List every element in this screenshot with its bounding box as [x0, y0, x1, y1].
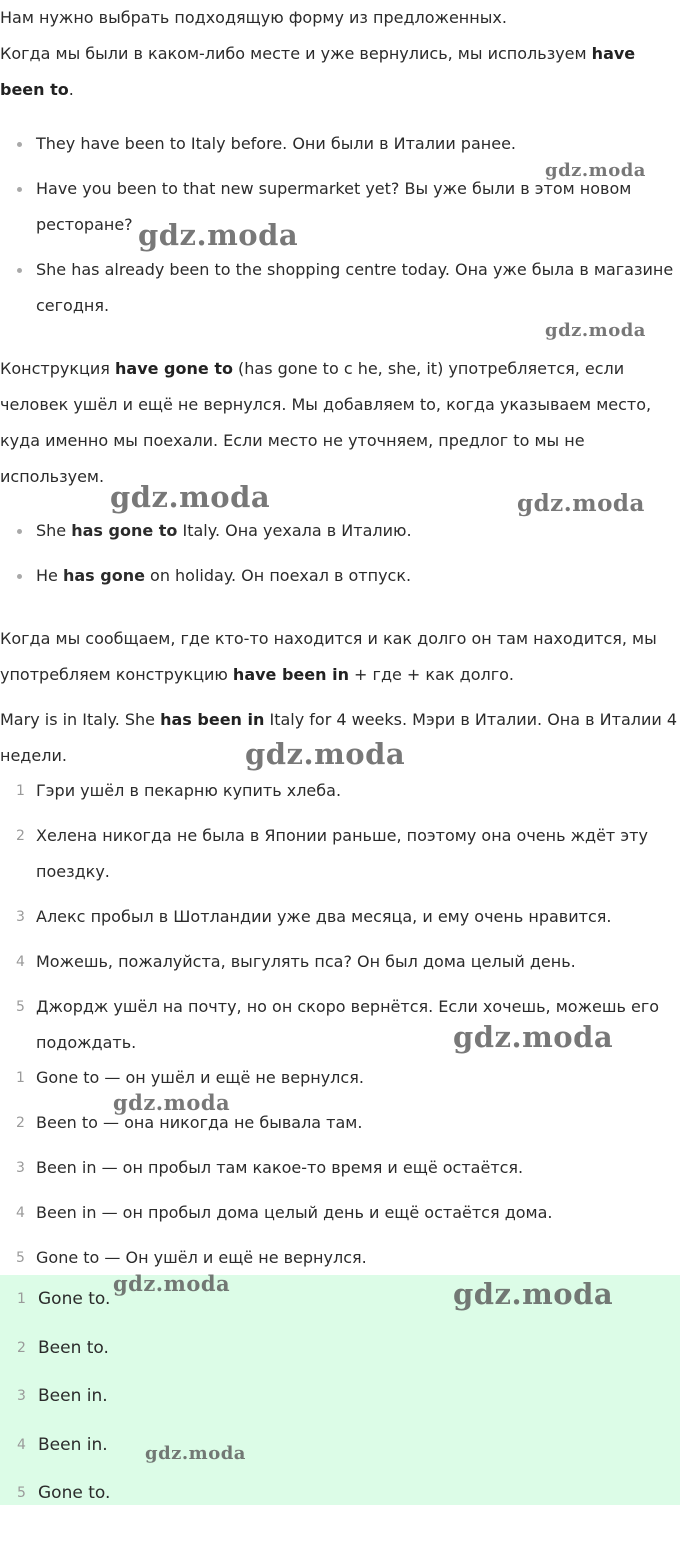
list-item [0, 818, 680, 890]
item-text: Хелена никогда не была в Японии раньше, поэтому она очень ждёт эту поездку. [36, 826, 648, 881]
explanations-list [0, 1060, 680, 1276]
been-to-examples [0, 126, 680, 324]
example-text: She [36, 521, 72, 540]
answer-text: Been in. [38, 1434, 108, 1455]
answers-list [0, 1275, 680, 1518]
been-in-example [0, 702, 680, 774]
item-text: Gone to — Он ушёл и ещё не вернулся. [36, 1248, 367, 1267]
answer-text: Been in. [38, 1386, 108, 1406]
example-text: on holiday. Он поехал в отпуск. [144, 566, 412, 585]
example-text-end: Italy for 4 weeks. Мэри в Италии. Она в Италии 4 недели. [0, 710, 678, 765]
item-number: 5 [16, 999, 25, 1015]
answer-text: Been to. [38, 1337, 109, 1358]
item-number: 2 [16, 1115, 25, 1131]
item-number: 2 [16, 828, 25, 844]
list-item [0, 1240, 680, 1276]
example-keyword: has gone [62, 566, 145, 585]
watermark: gdz.moda [545, 320, 646, 341]
item-text: Можешь, пожалуйста, выгулять пса? Он был дома целый день. [36, 952, 576, 971]
gone-to-text-end: (has gone to с he, she, it) употребляется, если человек ушёл и ещё не вернулся. Мы добавляем to, когда указываем место, куда именно мы поехали. Если место не уточняем, предлог to мы не используем. [0, 359, 652, 486]
list-item [0, 989, 680, 1061]
example-text: He [36, 566, 63, 585]
gone-to-examples [0, 513, 680, 594]
list-item [0, 899, 680, 935]
example-text-start: Mary is in Italy. She [0, 710, 161, 729]
watermark: gdz.moda [453, 1020, 614, 1054]
list-item: They have been to Italy before. Они были в Италии ранее. [0, 126, 680, 162]
item-text: Gone to — он ушёл и ещё не вернулся. [36, 1068, 364, 1087]
list-item [0, 773, 680, 809]
been-in-explanation [0, 621, 680, 693]
item-number: 4 [17, 1436, 26, 1453]
item-number: 2 [17, 1339, 26, 1356]
item-number: 1 [16, 1070, 25, 1086]
intro-text [0, 0, 680, 108]
answer-item [0, 1275, 680, 1324]
answer-text: Gone to. [38, 1289, 111, 1309]
list-item [0, 1195, 680, 1231]
item-number: 4 [16, 1205, 25, 1221]
list-item: Have you been to that new supermarket yet? Вы уже были в этом новом ресторане? [0, 171, 680, 243]
watermark: gdz.moda [110, 480, 271, 514]
task-sentences [0, 773, 680, 1061]
gone-to-keyword: have gone to [115, 359, 233, 378]
item-text: Джордж ушёл на почту, но он скоро вернётся. Если хочешь, можешь его подождать. [36, 997, 660, 1052]
watermark: gdz.moda [113, 1090, 231, 1115]
item-number: 3 [17, 1388, 26, 1404]
example-keyword: has been in [160, 710, 265, 729]
list-item [0, 1150, 680, 1186]
watermark: gdz.moda [517, 490, 645, 517]
answer-box [0, 1275, 680, 1505]
list-item [0, 558, 680, 594]
item-number: 1 [17, 1291, 26, 1307]
gone-to-explanation [0, 351, 680, 495]
intro-keyword: have been to [0, 44, 636, 99]
watermark: gdz.moda [245, 737, 406, 771]
list-item [0, 1060, 680, 1096]
been-in-text-end: + где + как долго. [348, 665, 514, 684]
item-text: Алекс пробыл в Шотландии уже два месяца, и ему очень нравится. [36, 907, 612, 926]
item-text: Been in — он пробыл дома целый день и ещё остаётся дома. [36, 1203, 553, 1222]
example-keyword: has gone to [71, 521, 178, 540]
been-in-text-start: Когда мы сообщаем, где кто-то находится и как долго он там находится, мы употребляем конструкцию [0, 629, 657, 684]
example-text: Italy. Она уехала в Италию. [177, 521, 412, 540]
intro-line-1: Нам нужно выбрать подходящую форму из предложенных. [0, 8, 507, 27]
list-item [0, 944, 680, 980]
item-number: 1 [16, 783, 25, 799]
item-text: Гэри ушёл в пекарню купить хлеба. [36, 781, 342, 800]
list-item: She has already been to the shopping centre today. Она уже была в магазине сегодня. [0, 252, 680, 324]
item-number: 5 [17, 1485, 26, 1501]
been-in-keyword: have been in [232, 665, 349, 684]
intro-line-2: Когда мы были в каком-либо месте и уже вернулись, мы используем [0, 44, 592, 63]
intro-line-2-end: . [68, 80, 74, 99]
answer-item [0, 1421, 680, 1470]
answer-item [0, 1372, 680, 1421]
item-number: 3 [16, 909, 25, 925]
item-text: Been in — он пробыл там какое-то время и ещё остаётся. [36, 1158, 524, 1177]
list-item [0, 1105, 680, 1141]
watermark: gdz.moda [145, 1443, 246, 1464]
item-number: 5 [16, 1250, 25, 1266]
answer-text: Gone to. [38, 1483, 111, 1503]
answer-item [0, 1469, 680, 1518]
item-text: Been to — она никогда не бывала там. [36, 1113, 363, 1132]
watermark: gdz.moda [113, 1271, 231, 1296]
watermark: gdz.moda [453, 1277, 614, 1311]
list-item [0, 513, 680, 549]
watermark: gdz.moda [545, 160, 646, 181]
gone-to-text-start: Конструкция [0, 359, 116, 378]
item-number: 3 [16, 1160, 25, 1176]
watermark: gdz.moda [138, 218, 299, 252]
intro-block [0, 0, 680, 108]
item-number: 4 [16, 954, 25, 970]
answer-item [0, 1324, 680, 1373]
